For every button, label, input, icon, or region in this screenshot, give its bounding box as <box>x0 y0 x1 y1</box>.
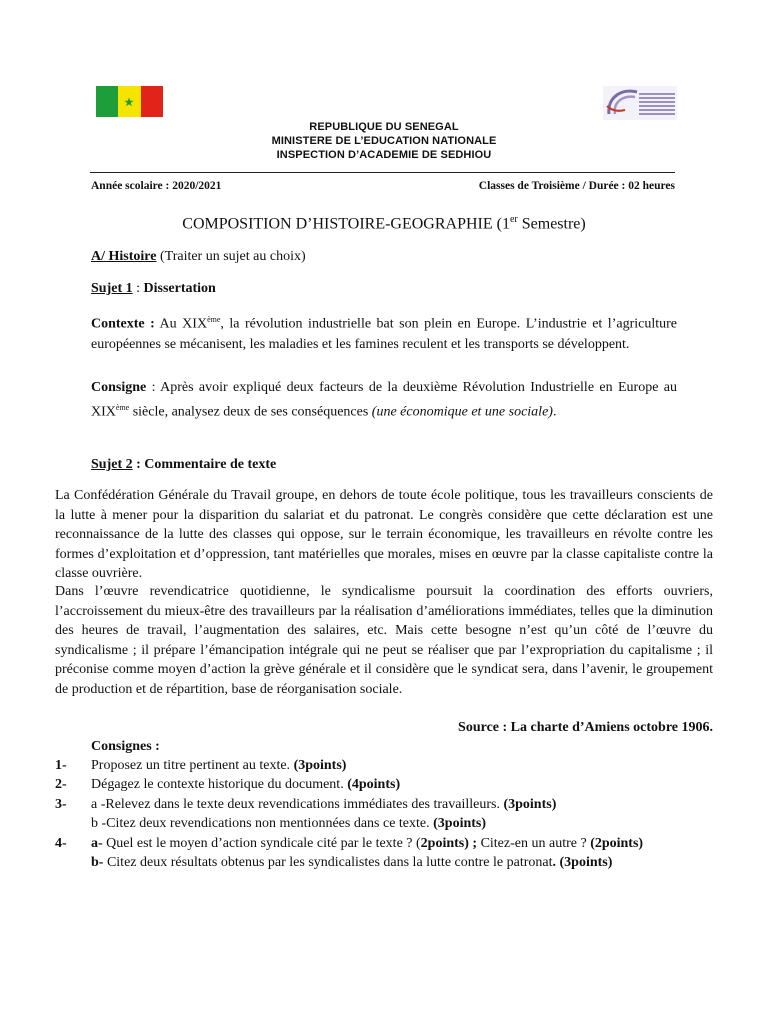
school-year: Année scolaire : 2020/2021 <box>91 180 222 192</box>
question-4b: b- Citez deux résultats obtenus par les syndicalistes dans la lutte contre le patronat. (3points) <box>91 855 613 870</box>
flag-star-icon <box>124 97 134 107</box>
text-source: Source : La charte d’Amiens octobre 1906. <box>458 720 713 735</box>
flag-green-band <box>96 86 118 117</box>
flag-red-band <box>141 86 163 117</box>
inspection-logo-icon <box>603 86 677 120</box>
page-title: COMPOSITION D’HISTOIRE-GEOGRAPHIE (1er Semestre) <box>182 214 586 233</box>
text-paragraph-1: La Confédération Générale du Travail groupe, en dehors de toute école politique, tous les travailleurs conscients de la lutte à mener pour la disparition du salariat et du patronat. Le congrès considère que cette déclaration est une reconnaissance de la lutte des classes qui oppose, sur le terrain économique, les travailleurs en révolte contre les formes d’exploitation et d’oppression, tant matérielles que morales, mises en œuvre par la classe capitaliste contre la classe ouvrière. <box>55 488 713 581</box>
header-republic: REPUBLIQUE DU SENEGAL <box>309 121 459 133</box>
question-4a: 4- a- Quel est le moyen d’action syndicale cité par le texte ? (2points) ; Citez-en un autre ? (2points) <box>55 836 644 851</box>
section-a-heading: A/ Histoire (Traiter un sujet au choix) <box>91 249 306 264</box>
text-paragraph-2: Dans l’œuvre revendicatrice quotidienne, le syndicalisme poursuit la coordination des efforts ouvriers, l’accroissement du mieux-être des travailleurs par la réalisation d’améliorations immédiates, telles que la diminution des heures de travail, l’augmentation des salaires, etc. Mais cette besogne n’est qu’un côté de l’œuvre du syndicalisme ; il prépare l’émancipation intégrale qui ne peut se réaliser que par l’expropriation du capitalisme ; il préconise comme moyen d’action la grève générale et il considère que le syndicat sera, dans l’avenir, le groupement de production et de répartition, base de réorganisation sociale. <box>55 584 713 697</box>
sujet2-heading: Sujet 2 : Commentaire de texte <box>91 457 277 472</box>
question-3b: b -Citez deux revendications non mentionnées dans ce texte. (3points) <box>91 816 487 831</box>
flag-yellow-band <box>118 86 140 117</box>
question-3a: 3- a -Relevez dans le texte deux revendications immédiates des travailleurs. (3points) <box>55 797 557 812</box>
header-inspection: INSPECTION D’ACADEMIE DE SEDHIOU <box>276 149 492 161</box>
consignes-heading: Consignes : <box>91 739 160 754</box>
question-2: 2- Dégagez le contexte historique du document. (4points) <box>55 777 401 792</box>
senegal-flag <box>96 86 163 117</box>
class-duration: Classes de Troisième / Durée : 02 heures <box>478 180 675 192</box>
header-ministry: MINISTERE DE L’EDUCATION NATIONALE <box>271 135 497 147</box>
sujet1-contexte: Contexte : Au XIXème, la révolution industrielle bat son plein en Europe. L’industrie et l’agriculture européennes se mécanisent, les maladies et les famines reculent et les transports se développent. <box>91 315 677 352</box>
sujet1-heading: Sujet 1 : Dissertation <box>91 281 216 296</box>
header-divider <box>90 172 675 173</box>
sujet1-consigne: Consigne : Après avoir expliqué deux facteurs de la deuxième Révolution Industrielle en Europe au XIXème siècle, analysez deux de ses conséquences (une économique et une sociale). <box>91 380 677 420</box>
question-1: 1- Proposez un titre pertinent au texte. (3points) <box>55 758 347 773</box>
